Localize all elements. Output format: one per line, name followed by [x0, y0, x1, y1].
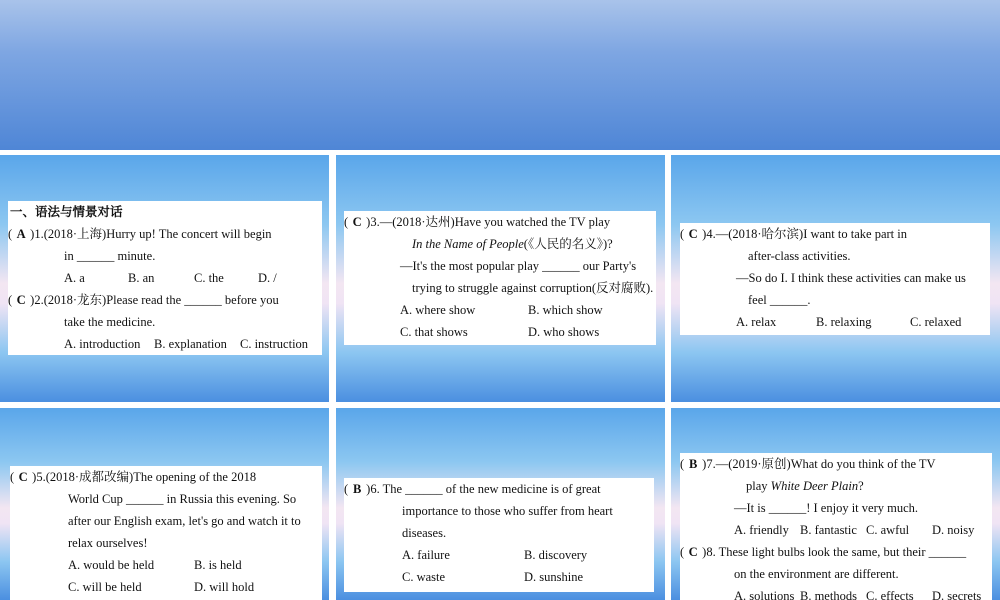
option: A. failure — [402, 548, 450, 562]
answer-1: A — [16, 227, 26, 241]
question-card-4 — [680, 223, 990, 335]
question-5-line-2: World Cup ______ in Russia this evening. So — [68, 492, 297, 506]
slide-thumbnail-2[interactable] — [336, 155, 665, 402]
question-3: ( C )3.—(2018·达州)Have you watched the TV play — [344, 211, 656, 233]
answer-2: C — [16, 293, 26, 307]
option: C. relaxed — [910, 315, 962, 329]
question-4-line-3: —So do I. I think these activities can make us — [736, 271, 966, 285]
option: A. relax — [736, 315, 777, 329]
question-card-1 — [8, 201, 322, 355]
question-card-3 — [344, 211, 656, 345]
question-7-line-2: play White Deer Plain? — [746, 479, 864, 493]
option: D. noisy — [932, 523, 975, 537]
question-2-options — [8, 333, 322, 355]
option: B. methods — [800, 589, 857, 600]
question-4-options — [680, 311, 990, 333]
option: B. is held — [194, 558, 242, 572]
answer-3: C — [352, 215, 362, 229]
question-card-5 — [10, 466, 322, 600]
question-4-line-4: feel ______. — [748, 293, 811, 307]
question-4-line-2: after-class activities. — [748, 249, 851, 263]
option: B. an — [128, 271, 155, 285]
option: A. introduction — [64, 337, 141, 351]
answer-8: C — [688, 545, 698, 559]
option: B. fantastic — [800, 523, 857, 537]
question-4: ( C )4.—(2018·哈尔滨)I want to take part in — [680, 223, 990, 245]
question-6: ( B )6. The ______ of the new medicine is of great — [344, 478, 654, 500]
title-banner — [0, 0, 1000, 150]
question-5: ( C )5.(2018·成都改编)The opening of the 2018 — [10, 466, 322, 488]
question-3-options-2 — [344, 321, 656, 343]
question-1-line-2: in ______ minute. — [64, 249, 156, 263]
question-2-line-2: take the medicine. — [64, 315, 156, 329]
question-8: ( C )8. These light bulbs look the same, but their ______ — [680, 541, 992, 563]
slide-thumbnail-3[interactable] — [671, 155, 1000, 402]
question-7-line-3: —It is ______! I enjoy it very much. — [734, 501, 918, 515]
option: A. would be held — [68, 558, 155, 572]
option: B. relaxing — [816, 315, 872, 329]
question-3-line-2: In the Name of People(《人民的名义》)? — [412, 237, 613, 251]
question-5-options — [10, 554, 322, 576]
question-6-options-2 — [344, 566, 654, 588]
question-5-line-3: after our English exam, let's go and watch it to — [68, 514, 301, 528]
option: D. will hold — [194, 580, 255, 594]
option: C. instruction — [240, 337, 309, 351]
slide-thumbnail-4[interactable] — [0, 408, 329, 600]
question-3-line-3: —It's the most popular play ______ our Party's — [400, 259, 637, 273]
slide-thumbnail-1[interactable] — [0, 155, 329, 402]
option: C. waste — [402, 570, 446, 584]
answer-6: B — [353, 482, 362, 496]
question-3-line-4: trying to struggle against corruption(反对腐败). — [412, 281, 654, 295]
option: B. discovery — [524, 548, 588, 562]
question-5-line-4: relax ourselves! — [68, 536, 148, 550]
option: A. where show — [400, 303, 476, 317]
option: A. a — [64, 271, 85, 285]
option: C. the — [194, 271, 224, 285]
slide-thumbnail-5[interactable] — [336, 408, 665, 600]
question-6-options — [344, 544, 654, 566]
option: D. / — [258, 271, 277, 285]
question-6-line-3: diseases. — [402, 526, 447, 540]
section-title: 一、语法与情景对话 — [10, 204, 123, 219]
question-5-options-2 — [10, 576, 322, 598]
option: D. sunshine — [524, 570, 584, 584]
option: C. will be held — [68, 580, 142, 594]
option: C. that shows — [400, 325, 468, 339]
question-7: ( B )7.—(2019·原创)What do you think of the TV — [680, 453, 992, 475]
question-2: ( C )2.(2018·龙东)Please read the ______ before you — [8, 289, 322, 311]
question-7-options — [680, 519, 992, 541]
option: C. awful — [866, 523, 910, 537]
option: A. solutions — [734, 589, 795, 600]
option: B. explanation — [154, 337, 227, 351]
option: A. friendly — [734, 523, 789, 537]
question-8-options — [680, 585, 992, 600]
question-6-line-2: importance to those who suffer from heart — [402, 504, 613, 518]
option: C. effects — [866, 589, 914, 600]
option: D. who shows — [528, 325, 600, 339]
answer-4: C — [688, 227, 698, 241]
option: D. secrets — [932, 589, 982, 600]
question-card-7-8 — [680, 453, 992, 600]
question-3-options — [344, 299, 656, 321]
slide-thumbnail-6[interactable] — [671, 408, 1000, 600]
question-1: ( A )1.(2018·上海)Hurry up! The concert will begin — [8, 223, 322, 245]
question-1-options — [8, 267, 322, 289]
answer-5: C — [18, 470, 28, 484]
question-8-line-2: on the environment are different. — [734, 567, 899, 581]
option: B. which show — [528, 303, 603, 317]
question-card-6 — [344, 478, 654, 592]
answer-7: B — [689, 457, 698, 471]
